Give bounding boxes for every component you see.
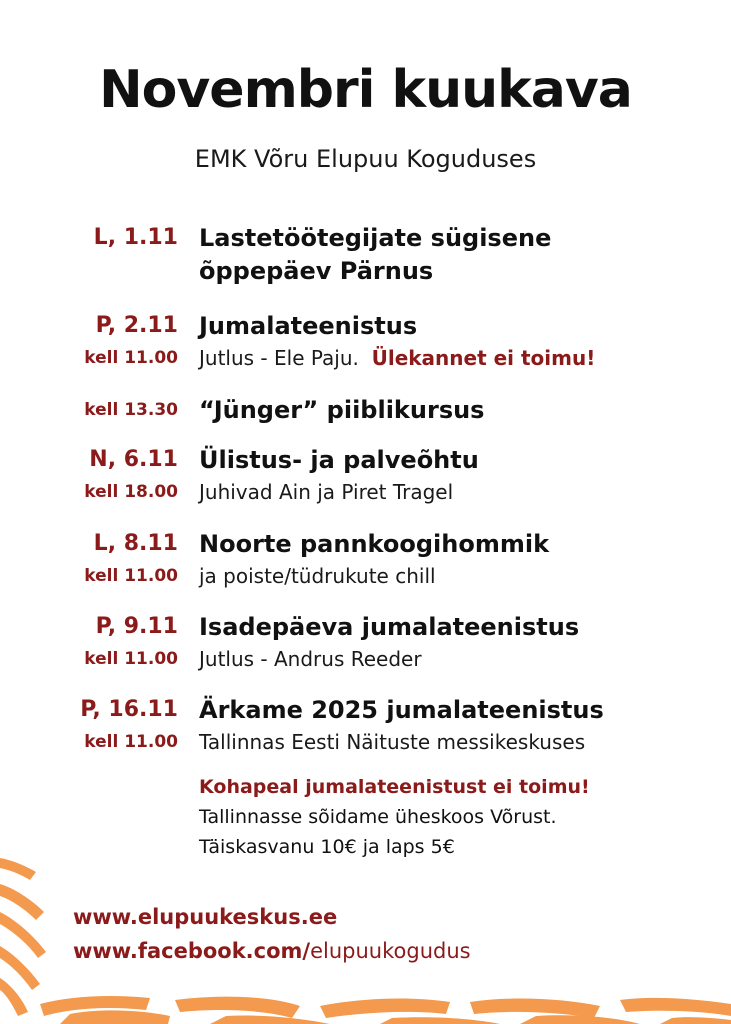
facebook-prefix: www.facebook.com/ [73, 939, 311, 963]
event-description: ja poiste/tüdrukute chill [199, 564, 436, 588]
contact-links [73, 900, 471, 968]
event-day: P, 2.11 [95, 313, 178, 338]
event-day: N, 6.11 [89, 447, 178, 472]
event-description: Tallinnas Eesti Näituste messikeskuses [199, 730, 586, 754]
event-title-line2: õppepäev Pärnus [199, 257, 434, 285]
website-link[interactable]: www.elupuukeskus.ee [73, 905, 338, 929]
note-warning: Kohapeal jumalateenistust ei toimu! [199, 776, 590, 798]
note-line: Tallinnasse sõidame üheskoos Võrust. [199, 806, 557, 828]
page-title: Novembri kuukava [99, 60, 632, 120]
event-time: kell 11.00 [84, 649, 178, 669]
event-title: Isadepäeva jumalateenistus [199, 613, 580, 641]
event-description: Jutlus - Andrus Reeder [199, 647, 422, 671]
event-warning: Ülekannet ei toimu! [371, 346, 596, 370]
event-time: kell 13.30 [84, 400, 178, 420]
event-day: L, 1.11 [93, 225, 178, 250]
event-description: Juhivad Ain ja Piret Tragel [199, 480, 454, 504]
event-title: Ülistus- ja palveõhtu [199, 446, 479, 474]
event-title: Lastetöötegijate sügisene [199, 224, 552, 252]
event-desc-text: Jutlus - Ele Paju. [199, 346, 359, 370]
event-title: Noorte pannkoogihommik [199, 530, 550, 558]
event-title: Ärkame 2025 jumalateenistus [199, 696, 604, 724]
event-description [199, 343, 719, 374]
facebook-handle: elupuukogudus [310, 939, 471, 963]
event-title: “Jünger” piiblikursus [199, 396, 485, 424]
event-day: L, 8.11 [93, 531, 178, 556]
note-line: Täiskasvanu 10€ ja laps 5€ [199, 836, 455, 858]
event-time: kell 18.00 [84, 482, 178, 502]
event-day: P, 16.11 [80, 697, 178, 722]
event-time: kell 11.00 [84, 566, 178, 586]
event-day: P, 9.11 [95, 614, 178, 639]
event-time: kell 11.00 [84, 732, 178, 752]
event-time: kell 11.00 [84, 348, 178, 368]
event-title: Jumalateenistus [199, 312, 418, 340]
page-subtitle: EMK Võru Elupuu Koguduses [194, 145, 537, 173]
facebook-link[interactable] [73, 934, 471, 968]
